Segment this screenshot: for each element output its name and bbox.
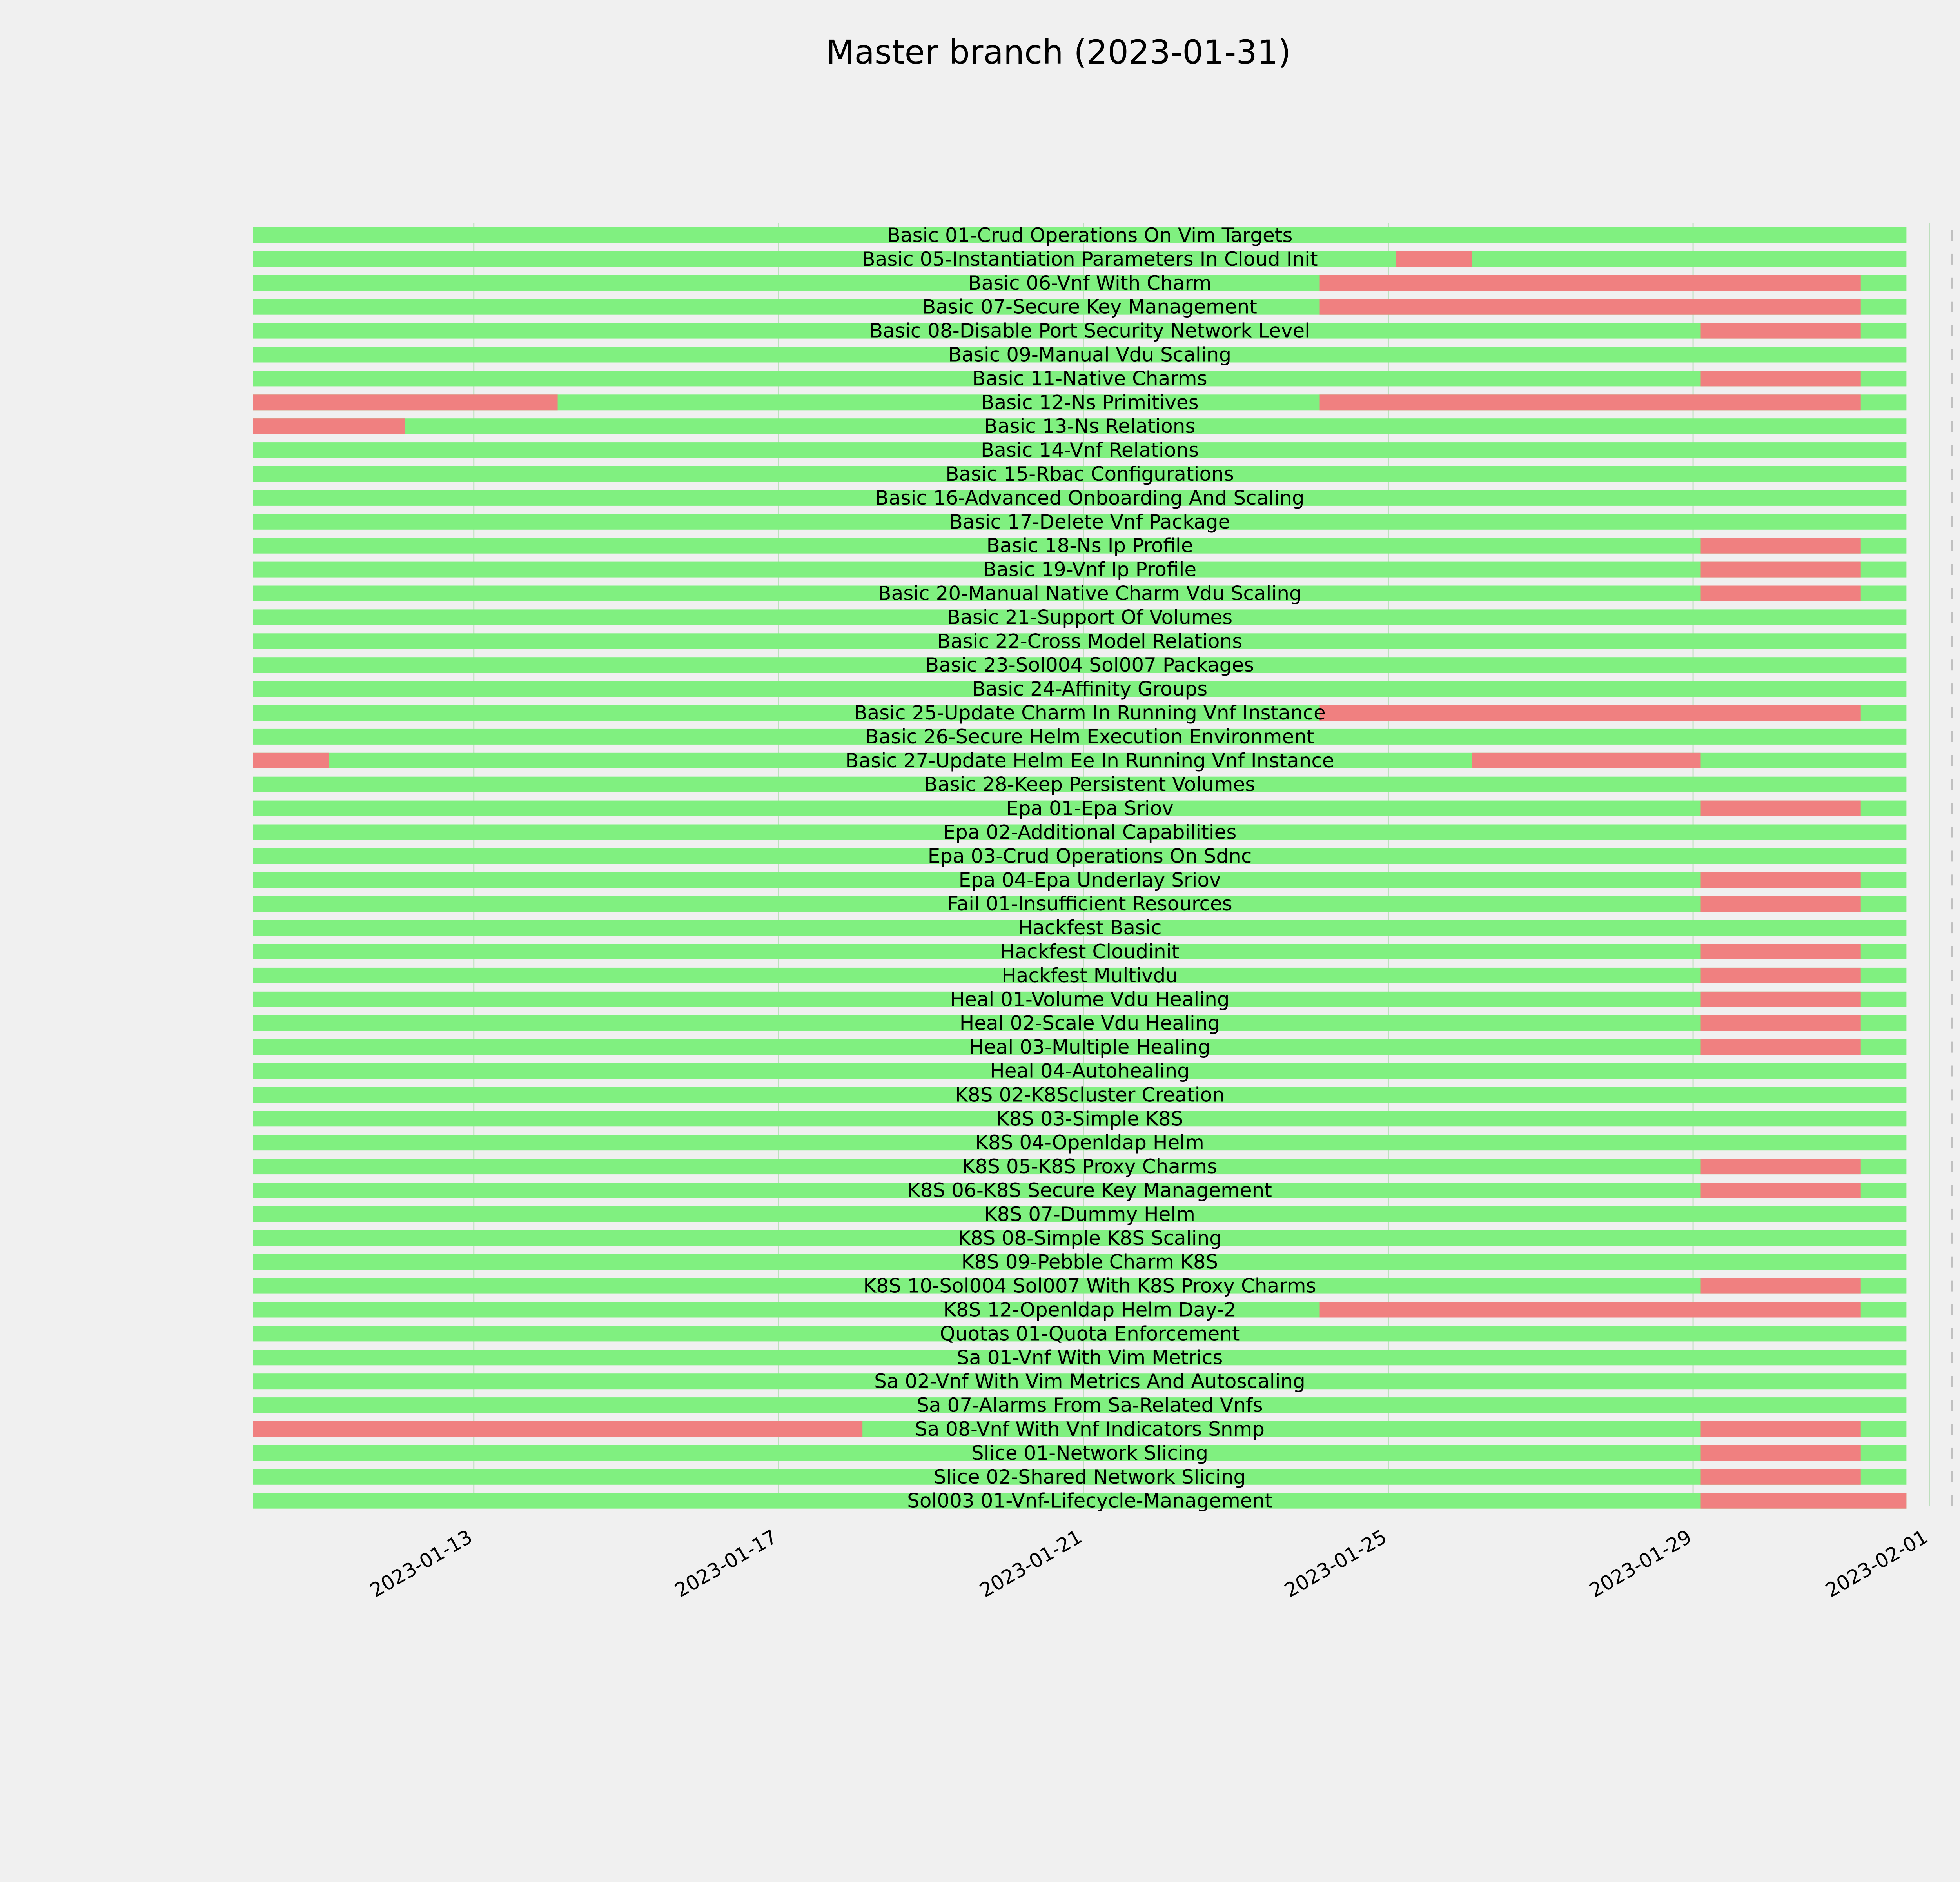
test-label: Basic 06-Vnf With Charm (968, 271, 1212, 294)
test-label: K8S 02-K8Scluster Creation (955, 1083, 1225, 1106)
test-label: Hackfest Cloudinit (1000, 940, 1180, 963)
fail-bar (1700, 992, 1860, 1007)
test-label: Heal 01-Volume Vdu Healing (950, 988, 1230, 1011)
fail-bar (1396, 251, 1472, 267)
test-label: Epa 04-Epa Underlay Sriov (958, 868, 1221, 892)
bar-labels (845, 224, 1334, 1512)
fail-bar (1700, 896, 1860, 912)
test-label: Basic 18-Ns Ip Profile (986, 534, 1193, 557)
test-label: Basic 17-Delete Vnf Package (949, 510, 1230, 533)
fail-bar (253, 1421, 862, 1437)
fail-bar (1320, 1302, 1861, 1318)
test-label: Quotas 01-Quota Enforcement (940, 1322, 1240, 1345)
fail-bar (1700, 538, 1860, 554)
test-label: Sol003 01-Vnf-Lifecycle-Management (907, 1489, 1272, 1512)
test-label: K8S 12-Openldap Helm Day-2 (943, 1298, 1236, 1321)
test-label: Slice 02-Shared Network Slicing (933, 1465, 1246, 1488)
test-label: Basic 08-Disable Port Security Network Level (869, 319, 1310, 342)
test-label: Hackfest Basic (1018, 916, 1162, 939)
test-label: Basic 24-Affinity Groups (972, 678, 1208, 701)
fail-bar (1472, 753, 1700, 768)
test-label: Basic 12-Ns Primitives (981, 391, 1199, 414)
test-label: Basic 15-Rbac Configurations (946, 463, 1234, 485)
fail-bar (1700, 801, 1860, 816)
x-tick-label: 2023-01-21 (976, 1525, 1086, 1602)
fail-bar (1700, 1015, 1860, 1031)
x-axis-ticks (366, 1525, 1932, 1602)
fail-bar (1700, 371, 1860, 386)
fail-bar (1700, 586, 1860, 601)
test-label: Basic 07-Secure Key Management (922, 295, 1257, 318)
test-label: Basic 25-Update Charm In Running Vnf Instance (854, 701, 1326, 724)
fail-bar (1320, 394, 1861, 410)
test-label: Fail 01-Insufficient Resources (947, 892, 1232, 916)
test-label: K8S 09-Pebble Charm K8S (961, 1250, 1218, 1273)
test-label: K8S 10-Sol004 Sol007 With K8S Proxy Charms (863, 1274, 1316, 1297)
test-label: Sa 02-Vnf With Vim Metrics And Autoscaling (874, 1370, 1305, 1393)
test-label: Basic 28-Keep Persistent Volumes (924, 773, 1256, 796)
test-label: Heal 02-Scale Vdu Healing (959, 1012, 1220, 1035)
x-tick-label: 2023-01-29 (1585, 1525, 1696, 1602)
test-label: K8S 04-Openldap Helm (975, 1131, 1204, 1154)
fail-bar (1700, 1493, 1906, 1509)
test-label: Basic 16-Advanced Onboarding And Scaling (875, 486, 1305, 509)
fail-bar (1700, 1039, 1860, 1055)
test-label: Sa 07-Alarms From Sa-Related Vnfs (916, 1394, 1263, 1417)
test-label: Basic 27-Update Helm Ee In Running Vnf Instance (845, 749, 1334, 772)
test-label: Basic 23-Sol004 Sol007 Packages (925, 654, 1254, 677)
test-label: Basic 09-Manual Vdu Scaling (948, 343, 1232, 366)
test-label: Basic 26-Secure Helm Execution Environment (865, 725, 1314, 748)
test-label: K8S 03-Simple K8S (996, 1107, 1183, 1130)
test-label: Basic 21-Support Of Volumes (947, 606, 1233, 629)
test-label: K8S 06-K8S Secure Key Management (907, 1179, 1272, 1202)
x-tick-label: 2023-01-13 (366, 1525, 476, 1602)
test-label: Epa 01-Epa Sriov (1006, 797, 1174, 820)
test-label: Epa 02-Additional Capabilities (943, 821, 1237, 844)
test-label: K8S 05-K8S Proxy Charms (962, 1155, 1218, 1178)
fail-bar (1700, 1469, 1860, 1485)
fail-bar (1320, 275, 1861, 291)
test-label: K8S 08-Simple K8S Scaling (958, 1226, 1222, 1250)
test-label: Basic 13-Ns Relations (984, 415, 1196, 438)
test-label: Basic 11-Native Charms (972, 367, 1207, 390)
fail-bar (1700, 1159, 1860, 1174)
test-label: Sa 01-Vnf With Vim Metrics (956, 1346, 1223, 1369)
fail-bar (1700, 1445, 1860, 1461)
fail-bar (1700, 562, 1860, 578)
chart-title: Master branch (2023-01-31) (826, 33, 1291, 71)
test-label: Heal 04-Autohealing (990, 1059, 1190, 1083)
test-label: Heal 03-Multiple Healing (969, 1035, 1210, 1059)
fail-bar (1700, 1183, 1860, 1198)
fail-bar (1320, 705, 1861, 721)
x-tick-label: 2023-01-25 (1280, 1525, 1391, 1602)
fail-bar (1700, 872, 1860, 888)
test-label: Basic 19-Vnf Ip Profile (983, 558, 1197, 581)
test-label: Basic 05-Instantiation Parameters In Cloud Init (862, 247, 1318, 271)
x-tick-label: 2023-02-01 (1822, 1525, 1932, 1602)
fail-bar (1700, 968, 1860, 983)
fail-bar (1700, 944, 1860, 959)
test-label: Epa 03-Crud Operations On Sdnc (927, 845, 1252, 868)
fail-bar (1700, 1421, 1860, 1437)
test-label: K8S 07-Dummy Helm (984, 1203, 1195, 1226)
fail-bar (1320, 299, 1861, 315)
fail-bar (253, 753, 329, 768)
fail-bar (1700, 1278, 1860, 1294)
fail-bar (1700, 323, 1860, 339)
test-label: Slice 01-Network Slicing (971, 1441, 1209, 1464)
x-tick-label: 2023-01-17 (671, 1525, 781, 1602)
test-label: Basic 01-Crud Operations On Vim Targets (887, 224, 1293, 247)
test-label: Hackfest Multivdu (1002, 964, 1178, 987)
test-label: Basic 20-Manual Native Charm Vdu Scaling (878, 582, 1302, 605)
test-label: Sa 08-Vnf With Vnf Indicators Snmp (915, 1418, 1265, 1441)
fail-bar (253, 394, 558, 410)
test-label: Basic 14-Vnf Relations (980, 439, 1199, 462)
fail-bar (253, 418, 405, 434)
test-label: Basic 22-Cross Model Relations (937, 630, 1243, 653)
